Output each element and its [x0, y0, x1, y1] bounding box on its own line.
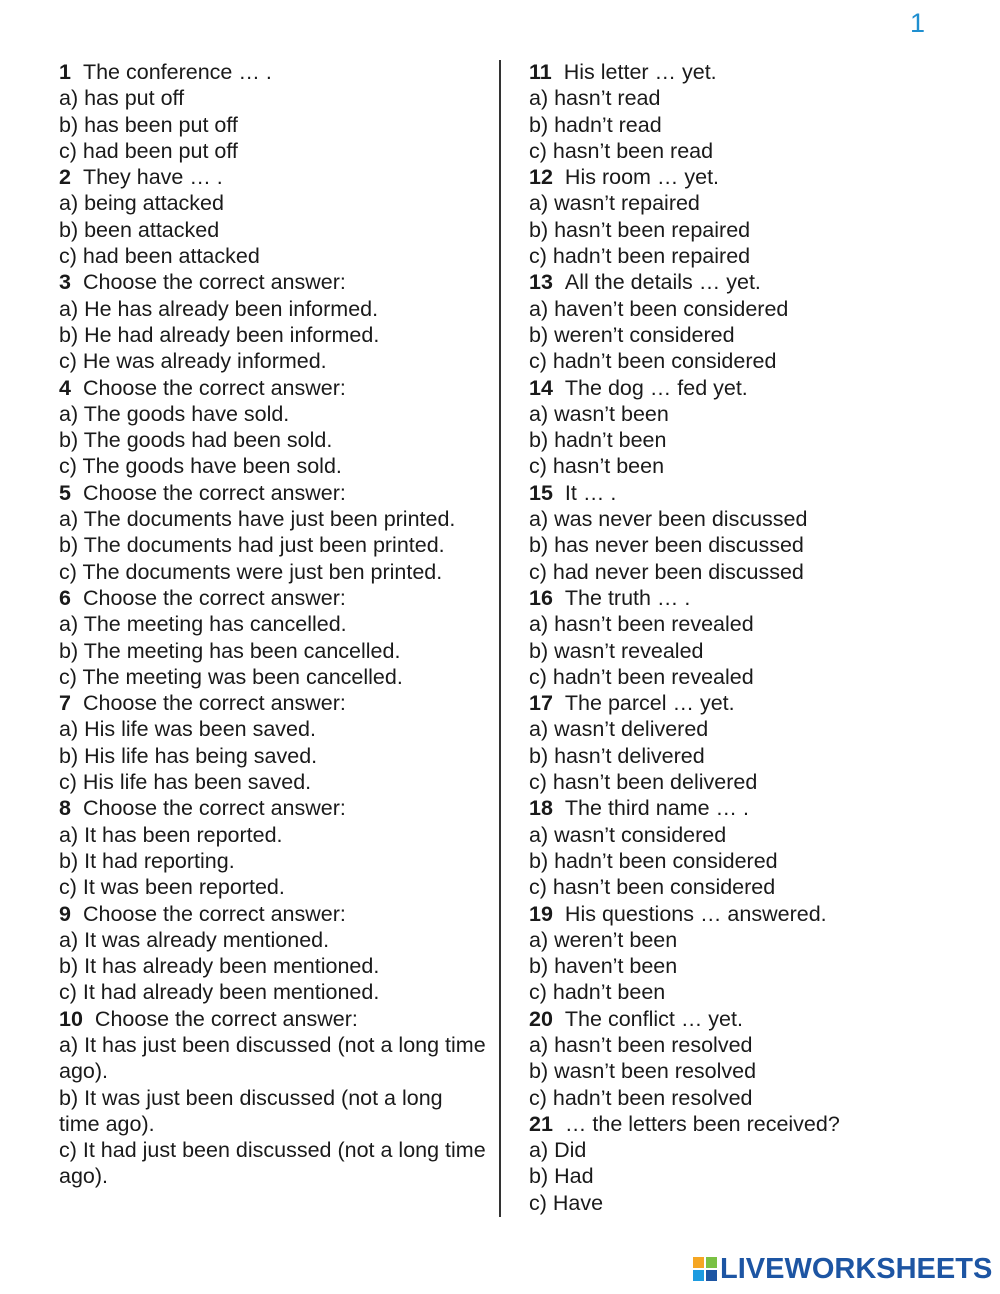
question-block [59, 59, 489, 164]
question-line [59, 269, 489, 295]
question-number: 20 [529, 1006, 553, 1031]
question-text: His questions … answered. [564, 901, 827, 926]
question-number: 18 [529, 796, 553, 821]
question-block [529, 585, 969, 690]
question-number: 16 [529, 585, 553, 610]
answer-option[interactable]: a) was never been discussed [529, 507, 808, 532]
question-block [529, 480, 969, 585]
question-text: The conflict … yet. [564, 1006, 743, 1031]
answer-option[interactable]: b) hadn’t read [529, 112, 662, 137]
brand-name: LIVEWORKSHEETS [720, 1252, 993, 1285]
question-line [529, 585, 969, 611]
question-line [529, 480, 969, 506]
answer-option[interactable]: b) His life has being saved. [59, 743, 318, 768]
answer-option[interactable]: c) hadn’t been revealed [529, 664, 754, 689]
question-block [529, 1111, 969, 1216]
answer-option[interactable]: c) hadn’t been resolved [529, 1085, 753, 1110]
answer-option[interactable]: c) had been attacked [59, 244, 260, 269]
question-text: His letter … yet. [563, 60, 717, 84]
answer-option[interactable]: a) It has been reported. [59, 822, 283, 847]
question-number: 7 [59, 691, 71, 716]
answer-option[interactable]: a) It has just been discussed (not a long time ago). [59, 1032, 486, 1084]
answer-option[interactable]: c) The goods have been sold. [59, 454, 342, 479]
answer-option[interactable]: b) hadn’t been [529, 428, 667, 453]
answer-option[interactable]: b) hasn’t delivered [529, 743, 705, 768]
question-text: The third name … . [564, 796, 749, 821]
answer-option[interactable]: b) It had reporting. [59, 848, 235, 873]
answer-option[interactable]: a) haven’t been considered [529, 296, 789, 321]
question-number: 19 [529, 901, 553, 926]
column-divider [499, 60, 501, 1217]
question-text: Choose the correct answer: [82, 480, 346, 505]
answer-option[interactable]: c) hadn’t been considered [529, 349, 777, 374]
question-block [529, 269, 969, 374]
question-text: His room … yet. [564, 165, 720, 190]
answer-option[interactable]: b) He had already been informed. [59, 322, 380, 347]
answer-option[interactable]: c) It was been reported. [59, 875, 285, 900]
answer-option[interactable]: b) weren’t considered [529, 322, 735, 347]
answer-option[interactable]: a) The goods have sold. [59, 401, 290, 426]
answer-option[interactable]: b) hasn’t been repaired [529, 217, 751, 242]
question-line [59, 59, 489, 85]
left-question-column [59, 59, 489, 1190]
answer-option[interactable]: b) hadn’t been considered [529, 848, 778, 873]
question-number: 9 [59, 901, 71, 926]
question-line [529, 1111, 969, 1137]
answer-option[interactable]: c) The meeting was been cancelled. [59, 664, 403, 689]
answer-option[interactable]: b) The goods had been sold. [59, 428, 333, 453]
question-text: It … . [564, 480, 617, 505]
question-line [59, 585, 489, 611]
question-line [59, 795, 489, 821]
question-text: Choose the correct answer: [82, 270, 346, 295]
question-block [59, 690, 489, 795]
question-line [529, 901, 969, 927]
question-number: 4 [59, 375, 71, 400]
question-number: 10 [59, 1006, 83, 1031]
answer-option[interactable]: b) It was just been discussed (not a long time ago). [59, 1085, 443, 1136]
answer-option[interactable]: c) Have [529, 1190, 604, 1215]
answer-option[interactable]: c) hasn’t been [529, 454, 665, 479]
answer-option[interactable]: a) being attacked [59, 191, 224, 216]
question-block [529, 690, 969, 795]
answer-option[interactable]: c) His life has been saved. [59, 770, 312, 795]
question-text: Choose the correct answer: [82, 585, 346, 610]
question-text: The dog … fed yet. [564, 375, 748, 400]
question-number: 12 [529, 165, 553, 190]
answer-option[interactable]: a) wasn’t repaired [529, 191, 700, 216]
question-line [529, 1006, 969, 1032]
answer-option[interactable]: b) has never been discussed [529, 533, 804, 558]
page-number: 1 [910, 8, 926, 38]
question-block [529, 375, 969, 480]
question-line [529, 164, 969, 190]
answer-option[interactable]: a) hasn’t been revealed [529, 612, 754, 637]
answer-option[interactable]: b) been attacked [59, 217, 220, 242]
question-block [529, 901, 969, 1006]
question-text: The truth … . [564, 585, 691, 610]
answer-option[interactable]: c) had never been discussed [529, 559, 804, 584]
question-line [529, 690, 969, 716]
question-text: All the details … yet. [564, 270, 761, 295]
question-line [59, 164, 489, 190]
answer-option[interactable]: b) The documents had just been printed. [59, 533, 445, 558]
answer-option[interactable]: a) The meeting has cancelled. [59, 612, 347, 637]
question-line [529, 795, 969, 821]
question-number: 11 [529, 60, 552, 84]
answer-option[interactable]: b) has been put off [59, 112, 238, 137]
question-block [529, 795, 969, 900]
answer-option[interactable]: c) He was already informed. [59, 349, 327, 374]
answer-option[interactable]: a) wasn’t delivered [529, 717, 709, 742]
answer-option[interactable]: c) hasn’t been read [529, 138, 714, 163]
question-number: 3 [59, 270, 71, 295]
question-block [59, 375, 489, 480]
question-block [59, 480, 489, 585]
question-line [59, 1006, 489, 1032]
answer-option[interactable]: b) wasn’t revealed [529, 638, 704, 663]
question-text: Choose the correct answer: [94, 1006, 358, 1031]
question-block [59, 269, 489, 374]
answer-option[interactable]: a) His life was been saved. [59, 717, 316, 742]
answer-option[interactable]: a) has put off [59, 86, 185, 111]
answer-option[interactable]: a) wasn’t considered [529, 822, 727, 847]
question-block [529, 1006, 969, 1111]
answer-option[interactable]: b) haven’t been [529, 954, 678, 979]
question-number: 17 [529, 691, 553, 716]
answer-option[interactable]: c) The documents were just ben printed. [59, 559, 443, 584]
answer-option[interactable]: a) Did [529, 1138, 587, 1163]
question-line [59, 375, 489, 401]
answer-option[interactable]: a) hasn’t been resolved [529, 1032, 753, 1057]
answer-option[interactable]: c) had been put off [59, 138, 238, 163]
question-text: The parcel … yet. [564, 691, 735, 716]
question-number: 5 [59, 480, 71, 505]
answer-option[interactable]: c) It had just been discussed (not a long time ago). [59, 1138, 486, 1189]
answer-option[interactable]: a) He has already been informed. [59, 296, 379, 321]
answer-option[interactable]: a) weren’t been [529, 927, 678, 952]
answer-option[interactable]: c) hadn’t been [529, 980, 666, 1005]
question-line [529, 59, 969, 85]
question-number: 6 [59, 585, 71, 610]
question-text: Choose the correct answer: [82, 691, 346, 716]
right-question-column [529, 59, 969, 1216]
question-number: 14 [529, 375, 553, 400]
question-text: … the letters been received? [564, 1111, 840, 1136]
answer-option[interactable]: b) It has already been mentioned. [59, 954, 380, 979]
answer-option[interactable]: a) It was already mentioned. [59, 927, 330, 952]
question-block [529, 59, 969, 164]
question-block [529, 164, 969, 269]
question-number: 1 [59, 60, 71, 84]
question-line [59, 901, 489, 927]
question-block [59, 164, 489, 269]
answer-option[interactable]: c) hadn’t been repaired [529, 244, 751, 269]
answer-option[interactable]: a) wasn’t been [529, 401, 669, 426]
answer-option[interactable]: a) hasn’t read [529, 86, 661, 111]
liveworksheets-logo [693, 1252, 992, 1286]
question-block [59, 795, 489, 900]
answer-option[interactable]: c) hasn’t been considered [529, 875, 776, 900]
question-text: The conference … . [82, 60, 272, 84]
question-number: 8 [59, 796, 71, 821]
question-line [59, 480, 489, 506]
question-text: Choose the correct answer: [82, 796, 346, 821]
answer-option[interactable]: b) The meeting has been cancelled. [59, 638, 401, 663]
answer-option[interactable]: b) Had [529, 1164, 594, 1189]
question-text: Choose the correct answer: [82, 375, 346, 400]
question-block [59, 1006, 489, 1190]
answer-option[interactable]: c) It had already been mentioned. [59, 980, 380, 1005]
blocks-logo-icon [693, 1257, 717, 1281]
answer-option[interactable]: b) wasn’t been resolved [529, 1059, 757, 1084]
question-block [59, 585, 489, 690]
question-line [59, 690, 489, 716]
question-text: Choose the correct answer: [82, 901, 346, 926]
question-line [529, 269, 969, 295]
answer-option[interactable]: c) hasn’t been delivered [529, 770, 758, 795]
question-block [59, 901, 489, 1006]
question-number: 2 [59, 165, 71, 190]
question-text: They have … . [82, 165, 223, 190]
answer-option[interactable]: a) The documents have just been printed. [59, 507, 456, 532]
question-number: 15 [529, 480, 553, 505]
question-line [529, 375, 969, 401]
question-number: 21 [529, 1111, 553, 1136]
question-number: 13 [529, 270, 553, 295]
